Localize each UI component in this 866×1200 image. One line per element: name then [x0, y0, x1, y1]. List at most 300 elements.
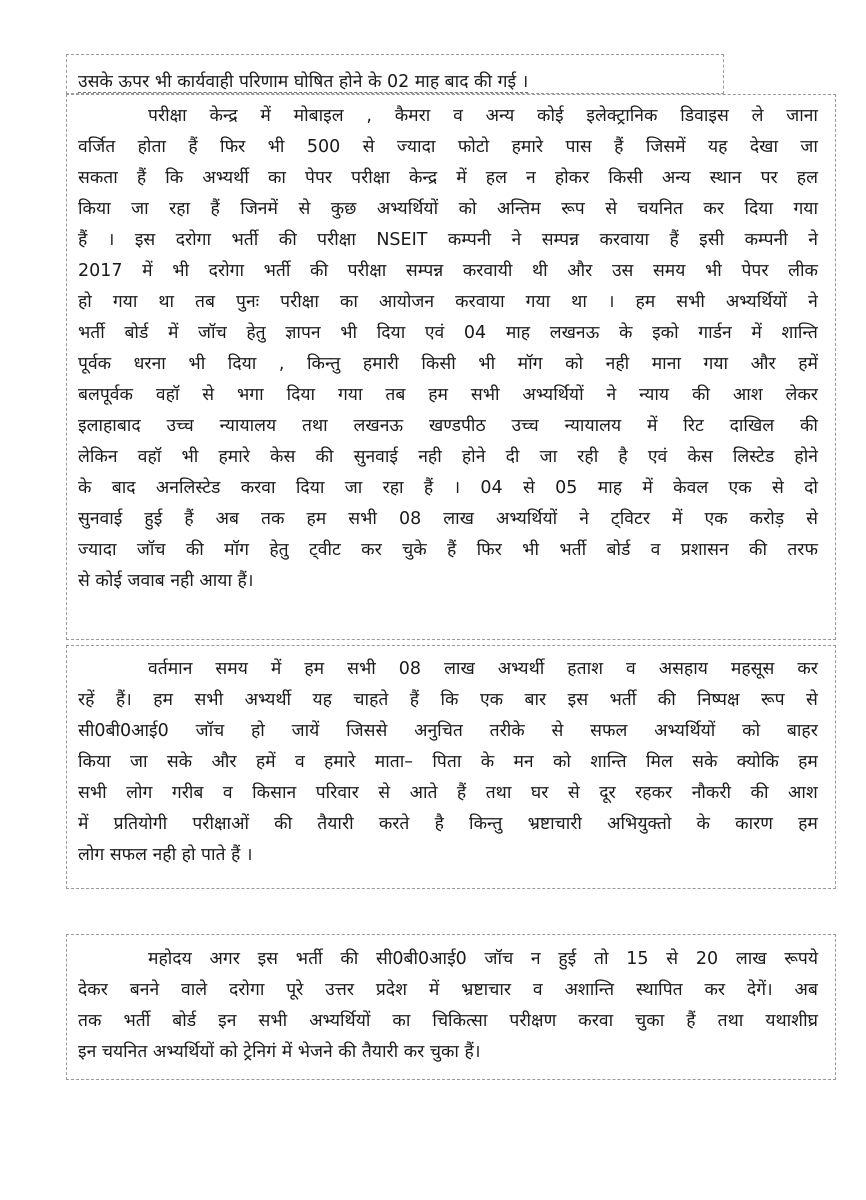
word: बार [524, 690, 547, 710]
word: के [78, 478, 92, 498]
word: आश [788, 783, 818, 803]
word: हैं [614, 137, 624, 157]
word: तरीके [489, 721, 525, 741]
word: महोदय [148, 949, 192, 969]
word: तथा [485, 783, 512, 803]
text-line [78, 535, 818, 566]
word: , [278, 354, 285, 374]
word: कि [440, 690, 459, 710]
word: पेपर [305, 168, 333, 188]
word: दिया [376, 323, 406, 343]
word: सभी [258, 1011, 288, 1031]
word: हताश [567, 659, 603, 679]
word: इस [134, 230, 156, 250]
word: दूर [599, 783, 616, 803]
word: माता– [374, 752, 414, 772]
word: रूपये [784, 949, 818, 969]
word: अब [215, 509, 240, 529]
word: 04 [480, 478, 503, 498]
word: रही [577, 447, 599, 467]
word: के [619, 323, 633, 343]
word: वहॉ [155, 385, 180, 405]
word: एवं [647, 447, 668, 467]
word: ट्विटर [610, 509, 650, 529]
word: जा [129, 752, 148, 772]
word: हमारे [511, 137, 544, 157]
word: दाखिल [729, 416, 775, 436]
word: कि [165, 168, 184, 188]
word: वाले [181, 980, 208, 1000]
word: हैं [184, 509, 194, 529]
word: कुछ [330, 199, 357, 219]
word: करते [378, 814, 410, 834]
word: रहा [169, 199, 191, 219]
word: रूप [760, 690, 785, 710]
word: में [167, 323, 179, 343]
word: गया [793, 199, 818, 219]
text-line [78, 1006, 818, 1037]
word: कर [703, 199, 725, 219]
word: अभ्यर्थी [202, 168, 249, 188]
word: लेकिन [78, 447, 118, 467]
word: यह [708, 137, 728, 157]
word: से [666, 949, 679, 969]
word: सभी [676, 292, 705, 312]
word: असहाय [658, 659, 708, 679]
word: जायें [291, 721, 320, 741]
word: हम [153, 690, 174, 710]
word: कम्पनी [447, 230, 492, 250]
word: ने [579, 509, 589, 529]
word: की [657, 690, 676, 710]
word: उच्च [511, 416, 539, 436]
word: न [526, 168, 536, 188]
word: की [340, 949, 359, 969]
word: कारण [735, 814, 773, 834]
word: तब [385, 385, 406, 405]
word: अभ्यर्थियों [376, 199, 439, 219]
word: हैं [669, 230, 679, 250]
word: तैयारी [317, 814, 354, 834]
text-line [78, 256, 818, 287]
word: लाख [444, 659, 475, 679]
word: और [750, 354, 776, 374]
word: में [456, 168, 467, 188]
word: के [480, 752, 495, 772]
word: सुनवाई [78, 509, 123, 529]
word: मिल [645, 752, 673, 772]
word: चयनित [637, 199, 683, 219]
word: रहा [382, 478, 404, 498]
word: नही [418, 447, 442, 467]
paragraph-2 [78, 654, 818, 871]
word: व [532, 980, 543, 1000]
word: सी0बी0आई0 [78, 721, 169, 741]
word: सके [692, 752, 718, 772]
word: पूरे [286, 980, 304, 1000]
word: NSEIT [376, 230, 428, 250]
word: से [551, 721, 564, 741]
word: भर्ती [231, 230, 259, 250]
word: था [571, 292, 587, 312]
word: बोर्ड [172, 1011, 197, 1031]
word: दरोगा [228, 980, 265, 1000]
word: हैं [447, 540, 457, 560]
word: अभ्यर्थी [497, 659, 545, 679]
word: तब [195, 292, 216, 312]
word: सभी [194, 690, 224, 710]
word: जॉच [198, 323, 227, 343]
word: 04 [463, 323, 487, 343]
word: यह [312, 690, 332, 710]
word: दरोगा [175, 230, 212, 250]
word: ने [808, 230, 818, 250]
word: आयोजन [378, 292, 435, 312]
word: दिया [286, 385, 316, 405]
word: तरफ [787, 540, 818, 560]
word: ने [511, 230, 522, 250]
top-line [78, 70, 528, 94]
word: भी [705, 261, 722, 281]
word: अभ्यर्थियों [309, 1011, 371, 1031]
word: किसी [608, 168, 643, 188]
word: एक [479, 690, 504, 710]
word: जॉच [195, 721, 225, 741]
word: बाद [111, 478, 136, 498]
word: हमें [255, 752, 276, 772]
word: फिर [220, 137, 246, 157]
word: हुई [144, 509, 163, 529]
word: हमारे [218, 447, 250, 467]
word: करवाया [455, 292, 505, 312]
word: तो [594, 949, 609, 969]
word: जिससे [346, 721, 388, 741]
word: हो [251, 721, 265, 741]
word: समय [215, 659, 248, 679]
word: हमारे [324, 752, 356, 772]
word: हैं [423, 478, 434, 498]
word: सभी [348, 509, 377, 529]
top-line-text: उसके ऊपर भी कार्यवाही परिणाम घोषित होने के 02 माह बाद की गई । [78, 72, 529, 92]
word: जा [539, 447, 558, 467]
word: माह [505, 323, 531, 343]
word: गया [112, 292, 138, 312]
word: गया [337, 385, 363, 405]
word: दरोगा [208, 261, 245, 281]
word: का [267, 168, 286, 188]
text-line [78, 944, 818, 975]
paragraph-1 [78, 101, 818, 597]
word: मॉग [224, 540, 249, 560]
word: अन्तिम [497, 199, 541, 219]
word: और [567, 261, 593, 281]
word: होने [794, 447, 818, 467]
word: ज्यादा [396, 137, 436, 157]
word: को [742, 721, 761, 741]
word: किन्तु [306, 354, 341, 374]
text-line [78, 163, 818, 194]
word: भी [267, 137, 285, 157]
text-line: इन चयनित अभ्यर्थियों को ट्रेनिगं में भेजने की तैयारी कर चुका हैं। [78, 1042, 481, 1062]
word: अभियुक्तो [607, 814, 672, 834]
word: भी [188, 354, 206, 374]
word: थी [531, 261, 548, 281]
word: भी [522, 540, 539, 560]
word: प्रशासन [680, 540, 729, 560]
word: मॉग [517, 354, 543, 374]
word: केवल [673, 478, 709, 498]
word: किन्तु [469, 814, 503, 834]
word: पूर्वक [78, 354, 112, 374]
word: निष्पक्ष [697, 690, 740, 710]
word: कैमरा [394, 106, 431, 126]
word: , [366, 106, 372, 126]
word: पेपर [741, 261, 769, 281]
word: चुके [402, 540, 427, 560]
word: स्थान [709, 168, 742, 188]
word: तक [261, 509, 285, 529]
word: । [453, 478, 461, 498]
word: । [607, 292, 615, 312]
word: महसूस [730, 659, 775, 679]
word: इलाहाबाद [78, 416, 141, 436]
word: में [260, 106, 271, 126]
word: ज्ञापन [285, 323, 321, 343]
word: में [142, 261, 153, 281]
word: में [672, 509, 683, 529]
word: सकता [78, 168, 118, 188]
word: तथा [301, 416, 328, 436]
word: भी [181, 447, 199, 467]
word: जॉच [484, 949, 514, 969]
text-line [78, 685, 818, 716]
word: नौकरी [691, 783, 732, 803]
word: हल [796, 168, 818, 188]
word: फोटो [457, 137, 490, 157]
word: रूप [561, 199, 585, 219]
word: अगर [209, 949, 240, 969]
word: में [642, 478, 653, 498]
word: हम [306, 509, 327, 529]
word: ने [606, 385, 617, 405]
word: को [552, 752, 571, 772]
word: लखनऊ [549, 323, 600, 343]
word: अभ्यर्थियों [495, 509, 558, 529]
text-line [78, 716, 818, 747]
word: में [270, 659, 282, 679]
word: जा [800, 137, 818, 157]
word: बलपूर्वक [78, 385, 133, 405]
word: देगें। [746, 980, 773, 1000]
text-line [78, 287, 818, 318]
word: की [749, 540, 767, 560]
word: से [362, 137, 375, 157]
word: परीक्षा [347, 261, 387, 281]
word: 2017 [78, 261, 123, 281]
word: हम [304, 659, 325, 679]
word: सके [166, 752, 193, 772]
word: रहकर [635, 783, 673, 803]
word: परीक्षा [280, 292, 319, 312]
word: भी [172, 261, 190, 281]
word: अशान्ति [564, 980, 615, 1000]
word: वर्तमान [148, 659, 193, 679]
word: केस [687, 447, 713, 467]
word: का [392, 1011, 411, 1031]
word: शान्ति [590, 752, 627, 772]
word: भर्ती [263, 261, 291, 281]
word: चिकित्सा [432, 1011, 488, 1031]
word: न्याय [639, 385, 670, 405]
word: डिवाइस [680, 106, 729, 126]
word: में [751, 323, 762, 343]
word: हैं [686, 1011, 696, 1031]
text-line [78, 809, 818, 840]
word: इसी [699, 230, 725, 250]
word: भ्रष्टाचार [461, 980, 512, 1000]
word: न्यायालय [219, 416, 277, 436]
word: शान्ति [781, 323, 818, 343]
word: खण्डपीठ [428, 416, 486, 436]
word: ज्यादा [78, 540, 117, 560]
word: परीक्षाओं [192, 814, 249, 834]
word: सभी [78, 783, 107, 803]
word: यथाशीघ्र [765, 1011, 818, 1031]
word: रहें [78, 690, 95, 710]
word: पर [760, 168, 778, 188]
word: गरीब [171, 783, 204, 803]
word: की [315, 447, 334, 467]
word: किया [78, 752, 111, 772]
word: भगा [237, 385, 264, 405]
word: वर्जित [78, 137, 116, 157]
word: अब [794, 980, 818, 1000]
word: हैं [456, 783, 467, 803]
word: व [626, 659, 636, 679]
word: हम [798, 814, 818, 834]
text-line [78, 747, 818, 778]
word: की [274, 814, 293, 834]
word: हेतु [269, 540, 289, 560]
word: भर्ती [295, 949, 323, 969]
word: ट्वीट [308, 540, 341, 560]
text-line: से कोई जवाब नही आया हैं। [78, 571, 254, 591]
word: फिर [476, 540, 502, 560]
text-line [78, 101, 818, 132]
word: चाहते [353, 690, 389, 710]
word: उच्च [166, 416, 194, 436]
word: व [453, 106, 463, 126]
word: उत्तर [325, 980, 354, 1000]
word: बनने [129, 980, 160, 1000]
word: से [605, 199, 618, 219]
word: हम [798, 752, 818, 772]
word: व [222, 783, 233, 803]
word: से [805, 690, 818, 710]
word: देकर [78, 980, 108, 1000]
word: से [771, 478, 784, 498]
word: लीक [788, 261, 818, 281]
word: न्यायालय [564, 416, 622, 436]
text-line [78, 778, 818, 809]
word: बोर्ड [124, 323, 149, 343]
word: । [107, 230, 115, 250]
word: में [646, 416, 658, 436]
word: हैं [409, 690, 420, 710]
word: भर्ती [78, 323, 105, 343]
word: सफल [590, 721, 628, 741]
word: परीक्षण [509, 1011, 557, 1031]
text-line [78, 975, 818, 1006]
word: जाना [786, 106, 818, 126]
text-line: लोग सफल नही हो पाते हैं । [78, 845, 253, 865]
word: समय [652, 261, 686, 281]
word: माह [597, 478, 623, 498]
word: परीक्षा [351, 168, 390, 188]
word: के [696, 814, 710, 834]
word: से [523, 478, 535, 498]
word: हमें [798, 354, 818, 374]
word: लाख [735, 949, 767, 969]
word: हो [78, 292, 92, 312]
word: हम [428, 385, 448, 405]
word: दिया [227, 354, 257, 374]
word: जा [131, 199, 149, 219]
word: आश [732, 385, 763, 405]
word: लाख [443, 509, 474, 529]
word: धरना [133, 354, 166, 374]
word: चुका [635, 1011, 665, 1031]
word: दो [804, 478, 818, 498]
word: अन्य [661, 168, 691, 188]
word: की [278, 230, 297, 250]
word: को [565, 354, 584, 374]
word: का [339, 292, 358, 312]
word: लिस्टेड [732, 447, 775, 467]
word: गया [525, 292, 551, 312]
word: केस [270, 447, 296, 467]
word: की [185, 540, 204, 560]
word: भर्ती [609, 690, 637, 710]
word: अभ्यर्थियों [654, 721, 716, 741]
word: सभी [470, 385, 500, 405]
word: हैं। [115, 690, 132, 710]
word: ने [808, 292, 818, 312]
text-line [78, 194, 818, 225]
word: से [378, 783, 391, 803]
word: कर [704, 980, 726, 1000]
word: बाहर [786, 721, 818, 741]
word: जिनमें [240, 199, 278, 219]
word: आते [409, 783, 438, 803]
word: दी [505, 447, 520, 467]
word: हम [635, 292, 656, 312]
word: वहॉ [137, 447, 162, 467]
word: नही [605, 354, 630, 374]
word: 15 [626, 949, 649, 969]
word: हेतु [246, 323, 266, 343]
word: करवायी [462, 261, 513, 281]
word: प्रदेश [375, 980, 407, 1000]
word: इन [218, 1011, 237, 1031]
word: हुई [558, 949, 577, 969]
word: क्योकि [736, 752, 779, 772]
word: कर [797, 659, 818, 679]
word: परीक्षा [317, 230, 356, 250]
word: कर [361, 540, 382, 560]
word: सी0बी0आई0 [376, 949, 467, 969]
text-line [78, 318, 818, 349]
